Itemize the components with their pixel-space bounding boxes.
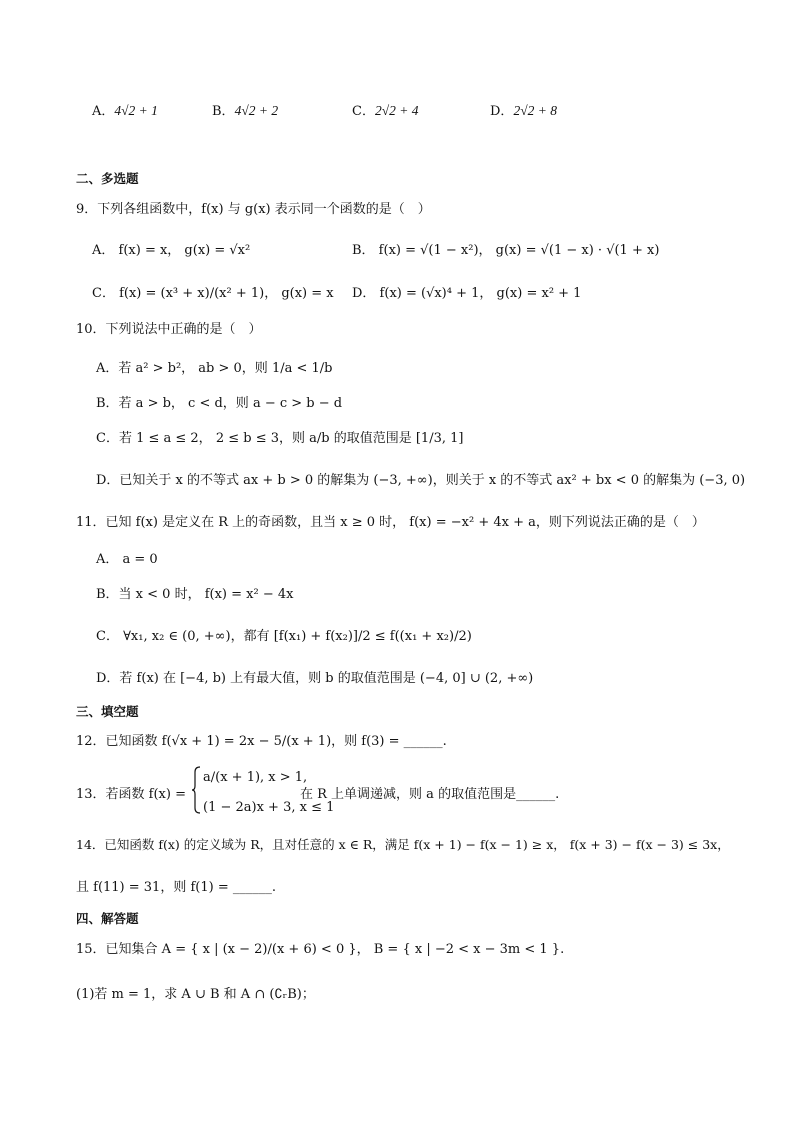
q9-stem: 9．下列各组函数中，f(x) 与 g(x) 表示同一个函数的是（ ） [76, 202, 431, 217]
q10-option-a: A．若 a² > b²， ab > 0，则 1/a < 1/b [96, 361, 333, 376]
q9-option-c: C． f(x) = (x³ + x)/(x² + 1)， g(x) = x [92, 286, 334, 301]
option-text: 4√2 + 2 [234, 103, 279, 118]
q13-case-1: a/(x + 1), x > 1, [203, 770, 308, 785]
q11-option-a: A． a = 0 [96, 552, 158, 567]
q10-option-c: C．若 1 ≤ a ≤ 2， 2 ≤ b ≤ 3，则 a/b 的取值范围是 [1/3, 1] [96, 431, 464, 446]
q11-option-d: D．若 f(x) 在 [−4, b) 上有最大值，则 b 的取值范围是 (−4, 0] ∪ (2, +∞) [96, 671, 534, 686]
section-heading-fill-blank: 三、填空题 [76, 704, 139, 719]
q15-part-1: (1)若 m = 1，求 A ∪ B 和 A ∩ (∁ᵣB)； [76, 987, 315, 1002]
option-letter: C． [352, 104, 375, 119]
q14-line-2: 且 f(11) = 31，则 f(1) = ______. [76, 880, 276, 895]
q8-option-b [212, 102, 278, 121]
q13-prefix: 13．若函数 f(x) = [76, 787, 186, 802]
q11-stem: 11．已知 f(x) 是定义在 R 上的奇函数，且当 x ≥ 0 时， f(x) = −x² + 4x + a，则下列说法正确的是（ ） [76, 515, 705, 530]
q9-option-b: B． f(x) = √(1 − x²)， g(x) = √(1 − x) · √(1 + x) [352, 243, 660, 258]
option-letter: A． [92, 104, 115, 119]
q15-stem: 15．已知集合 A = { x | (x − 2)/(x + 6) < 0 }， B = { x | −2 < x − 3m < 1 }. [76, 942, 565, 957]
section-heading-solution: 四、解答题 [76, 911, 139, 926]
option-text: 2√2 + 4 [374, 103, 419, 118]
q11-option-b: B．当 x < 0 时， f(x) = x² − 4x [96, 587, 294, 602]
q13-suffix: 在 R 上单调递减，则 a 的取值范围是______. [300, 787, 560, 802]
q10-option-d: D．已知关于 x 的不等式 ax + b > 0 的解集为 (−3, +∞)，则关于 x 的不等式 ax² + bx < 0 的解集为 (−3, 0) [96, 473, 746, 488]
q12-text: 12．已知函数 f(√x + 1) = 2x − 5/(x + 1)，则 f(3) = ______. [76, 734, 447, 749]
brace-icon [191, 766, 201, 814]
option-letter: B． [212, 104, 235, 119]
section-heading-multiple-choice: 二、多选题 [76, 171, 139, 186]
q9-option-a: A． f(x) = x， g(x) = √x² [92, 243, 251, 258]
q14-line-1: 14．已知函数 f(x) 的定义域为 R，且对任意的 x ∈ R，满足 f(x + 1) − f(x − 1) ≥ x， f(x + 3) − f(x − 3) ≤ 3x， [76, 837, 730, 852]
option-text: 2√2 + 8 [513, 103, 557, 118]
option-text: 4√2 + 1 [114, 103, 158, 118]
q8-option-d [490, 102, 557, 121]
q9-option-d: D． f(x) = (√x)⁴ + 1， g(x) = x² + 1 [352, 286, 582, 301]
q8-option-c [352, 102, 418, 121]
q8-option-a [92, 102, 158, 121]
option-letter: D． [490, 104, 514, 119]
piecewise-brace [191, 766, 201, 814]
q11-option-c: C． ∀x₁, x₂ ∈ (0, +∞)，都有 [f(x₁) + f(x₂)]/2 ≤ f((x₁ + x₂)/2) [96, 629, 472, 644]
q13-case-2: (1 − 2a)x + 3, x ≤ 1 [203, 800, 335, 815]
q10-option-b: B．若 a > b， c < d，则 a − c > b − d [96, 396, 343, 411]
q10-stem: 10．下列说法中正确的是（ ） [76, 322, 262, 337]
